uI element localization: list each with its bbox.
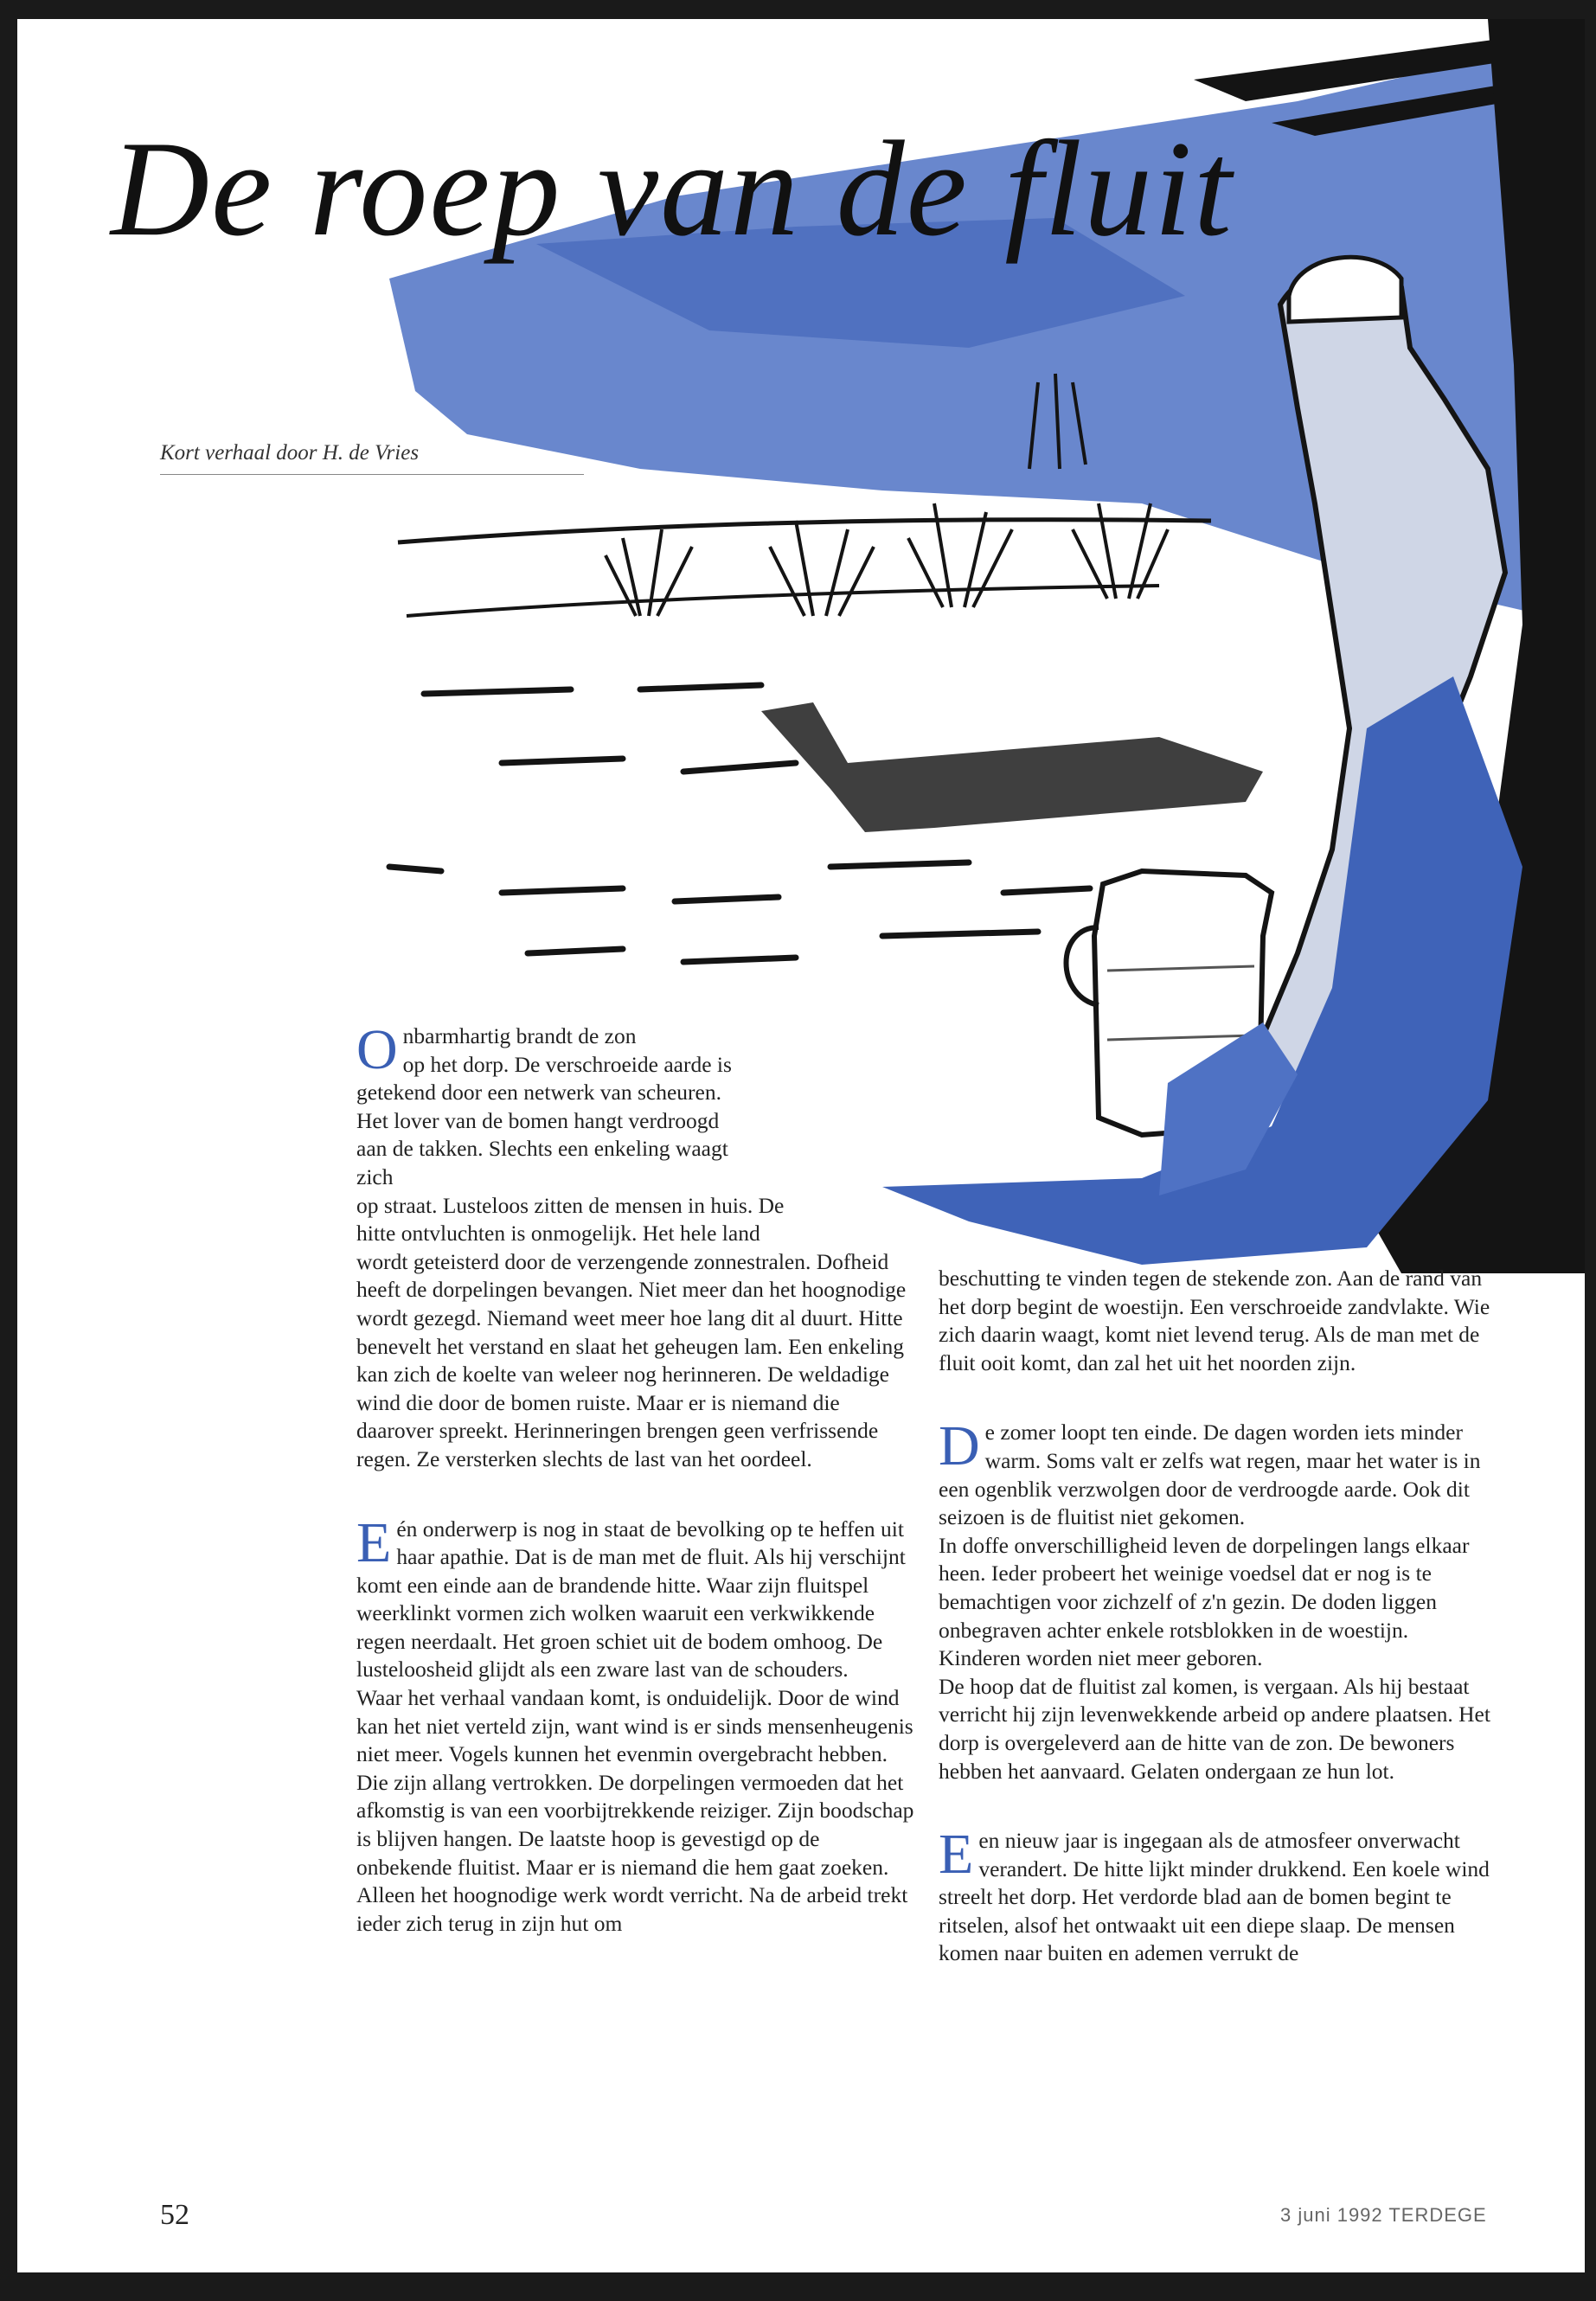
paragraph: Alleen het hoognodige werk wordt verricht. Na de arbeid trekt ieder zich terug in zijn hut om: [356, 1882, 908, 1936]
paragraph: In doffe onverschilligheid leven de dorpelingen langs elkaar heen. Ieder probeert het weinige voedsel dat er nog is te bemachtigen voor zichzelf of z'n gezin. De doden liggen onbegraven achter enkele rotsblokken in de woestijn. Kinderen worden niet meer geboren.: [939, 1532, 1470, 1671]
left-column: [356, 1018, 919, 1938]
lying-figure: [761, 702, 1263, 832]
paragraph: én onderwerp is nog in staat de bevolking op te heffen uit haar apathie. Dat is de man met de fluit. Als hij verschijnt komt een einde aan de brandende hitte. Waar zijn fluitspel weerklinkt vormen zich wolken waaruit een verkwikkende regen neerdaalt. Het groen schiet uit de bodem omhoog. De lusteloosheid glijdt als een zware last van de schouders.: [356, 1516, 906, 1682]
paragraph-line: op het dorp. De verschroeide aarde is: [402, 1051, 732, 1077]
paragraph-line: nbarmhartig brandt de zon: [402, 1023, 637, 1048]
paragraph: wordt geteisterd door de verzengende zonnestralen. Dofheid heeft de dorpelingen bevangen. Niet meer dan het hoognodige wordt gezegd. Niemand weet meer hoe lang dit al duurt. Hitte benevelt het verstand en slaat het geheugen lam. Een enkeling kan zich de koelte van weleer nog herinneren. De weldadige wind die door de bomen ruiste. Maar er is niemand die daarover spreekt. Herinneringen brengen geen verfrissende regen. Ze versterken slechts de last van het oordeel.: [356, 1248, 907, 1471]
byline: Kort verhaal door H. de Vries: [160, 441, 584, 475]
paragraph: e zomer loopt ten einde. De dagen worden iets minder warm. Soms valt er zelfs wat regen, maar het water is in een ogenblik verzwolgen door de verdroogde aarde. Ook dit seizoen is de fluitist niet gekomen.: [939, 1420, 1481, 1530]
dropcap: O: [356, 1018, 398, 1081]
dropcap: E: [939, 1823, 974, 1887]
issue-date: 3 juni 1992 TERDEGE: [1280, 2204, 1487, 2226]
paragraph-line: Het lover van de bomen hangt verdroogd: [356, 1107, 720, 1133]
dropcap: D: [939, 1414, 980, 1478]
paragraph: beschutting te vinden tegen de stekende zon. Aan de rand van het dorp begint de woestijn. Een verschroeide zandvlakte. Wie zich daarin waagt, komt niet levend terug. Als de man met de fluit ooit komt, dan zal het uit het noorden zijn.: [939, 1266, 1490, 1375]
article-title: De roep van de fluit: [111, 113, 1234, 265]
paragraph: en nieuw jaar is ingegaan als de atmosfeer onverwacht verandert. De hitte lijkt minder drukkend. Een koele wind streelt het dorp. Het verdorde blad aan de bomen begint te ritselen, alsof het ontwaakt uit een diepe slaap. De mensen komen naar buiten en ademen verrukt de: [939, 1828, 1490, 1966]
paragraph-line: getekend door een netwerk van scheuren.: [356, 1080, 721, 1106]
paragraph-line: hitte ontvluchten is onmogelijk. Het hele land: [356, 1221, 760, 1247]
horizon-line: [398, 520, 1211, 542]
paragraph: Waar het verhaal vandaan komt, is onduidelijk. Door de wind kan het niet verteld zijn, want wind is er sinds mensenheugenis niet meer. Vogels kunnen het evenmin overgebracht hebben. Die zijn allang vertrokken. De dorpelingen vermoeden dat het afkomstig is van een voorbijtrekkende reiziger. Zijn boodschap is blijven hangen. De laatste hoop is gevestigd op de onbekende fluitist. Maar er is niemand die hem gaat zoeken.: [356, 1685, 914, 1880]
dropcap: E: [356, 1510, 392, 1574]
magazine-page: [17, 19, 1585, 2272]
paragraph-line: op straat. Lusteloos zitten de mensen in huis. De: [356, 1192, 785, 1218]
right-column: [939, 1265, 1492, 1968]
paragraph: De hoop dat de fluitist zal komen, is vergaan. Als hij bestaat verricht hij zijn levenwekkende arbeid op andere plaatsen. Het dorp is overgeleverd aan de hitte van de zon. De bewoners hebben het aanvaard. Gelaten ondergaan ze hun lot.: [939, 1673, 1490, 1784]
paragraph-line: aan de takken. Slechts een enkeling waagt zich: [356, 1136, 728, 1189]
page-number: 52: [160, 2199, 189, 2231]
